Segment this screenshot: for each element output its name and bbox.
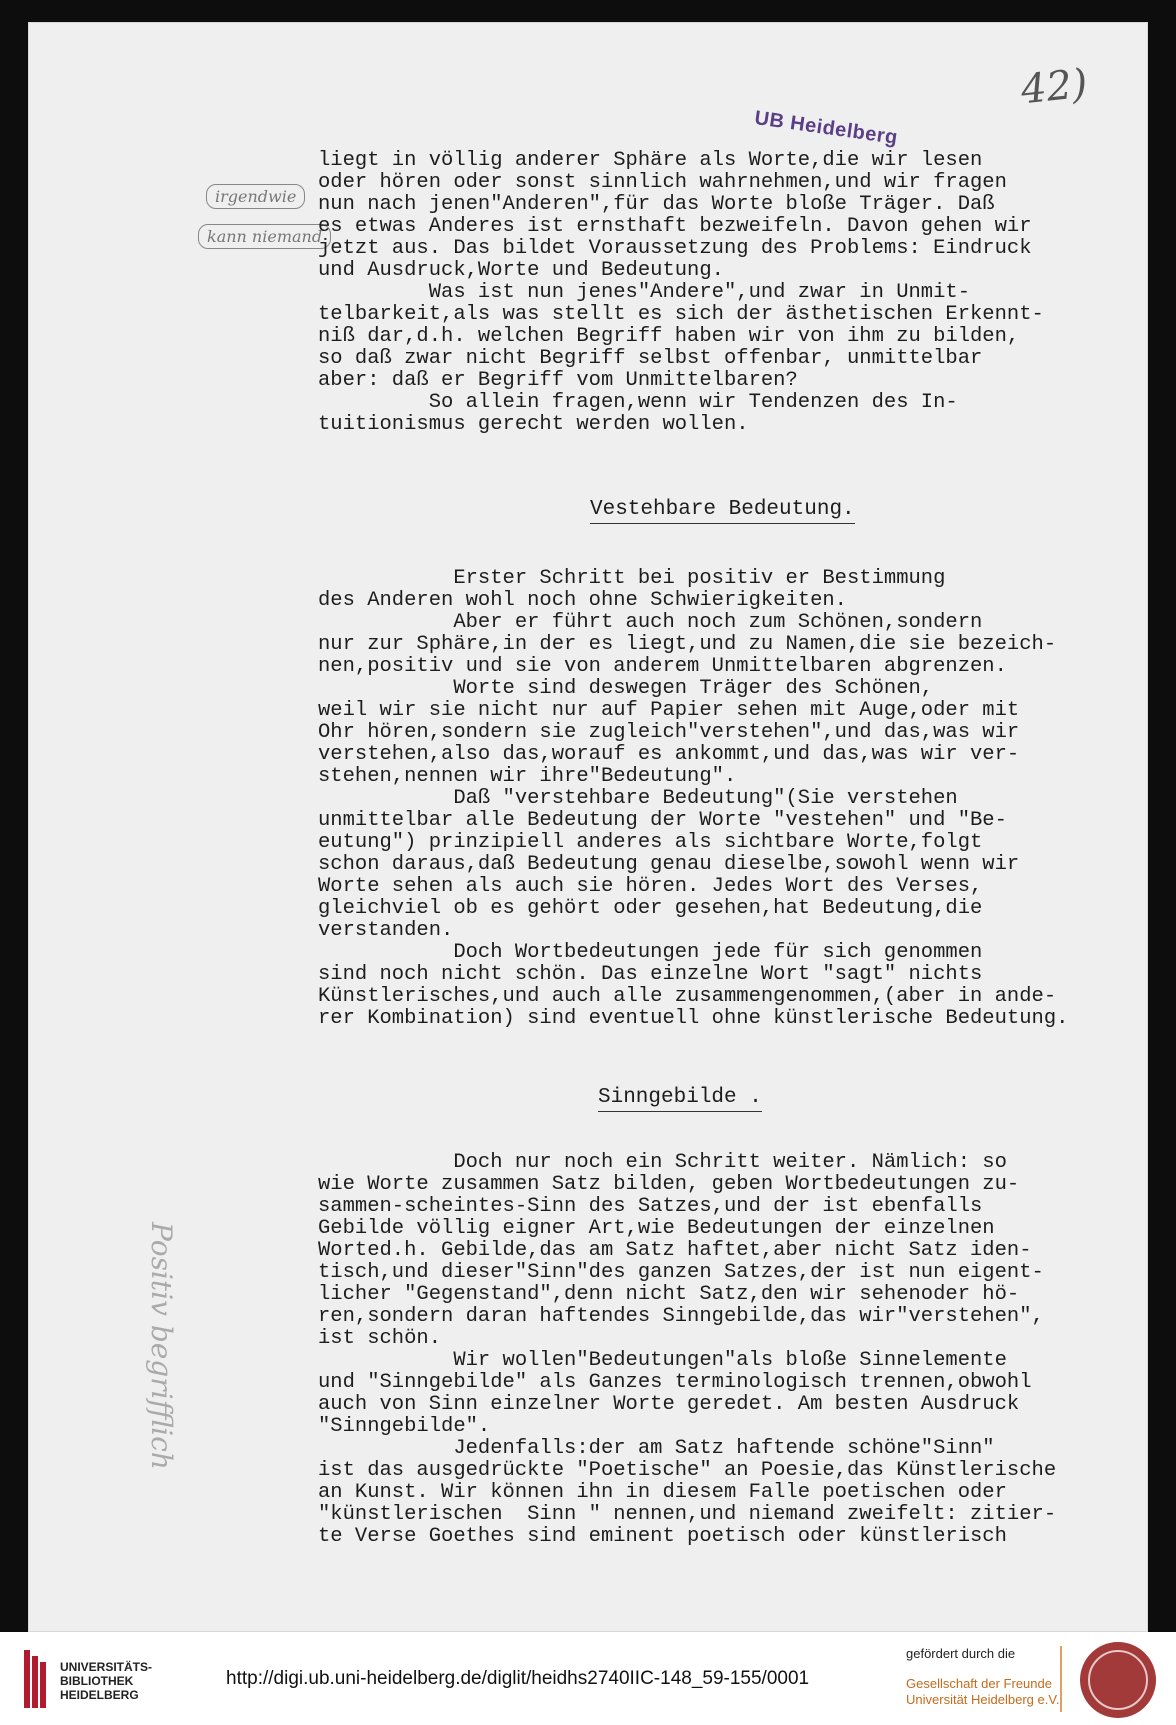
text-line: ist schön. <box>318 1327 442 1350</box>
text-line: Doch nur noch ein Schritt weiter. Nämlich: so <box>318 1151 1007 1174</box>
text-line: nun nach jenen"Anderen",für das Worte bloße Träger. Daß <box>318 193 995 216</box>
text-line: so daß zwar nicht Begriff selbst offenbar, unmittelbar <box>318 347 983 370</box>
text-line: Ohr hören,sondern sie zugleich"verstehen",und das,was wir <box>318 721 1020 744</box>
funded-by-label: gefördert durch die <box>906 1646 1016 1661</box>
university-seal-icon <box>1080 1642 1156 1718</box>
text-line: eutung") prinzipiell anderes als sichtbare Worte,folgt <box>318 831 983 854</box>
text-line: te Verse Goethes sind eminent poetisch oder künstlerisch <box>318 1525 1007 1548</box>
permalink-url[interactable]: http://digi.ub.uni-heidelberg.de/diglit/heidhs2740IIC-148_59-155/0001 <box>226 1668 810 1689</box>
text-line: So allein fragen,wenn wir Tendenzen des In- <box>318 391 958 414</box>
page-number: 42) <box>1019 60 1091 114</box>
text-line: Gebilde völlig eigner Art,wie Bedeutungen der einzelnen <box>318 1217 995 1240</box>
text-line: verstanden. <box>318 919 454 942</box>
margin-note-1: irgendwie <box>206 184 305 209</box>
text-line: Wir wollen"Bedeutungen"als bloße Sinnelemente <box>318 1349 1007 1372</box>
text-line: Aber er führt auch noch zum Schönen,sondern <box>318 611 983 634</box>
text-line: tuitionismus gerecht werden wollen. <box>318 413 749 436</box>
text-line: aber: daß er Begriff vom Unmittelbaren? <box>318 369 798 392</box>
text-line: auch von Sinn einzelner Worte geredet. Am besten Ausdruck <box>318 1393 1020 1416</box>
text-line: an Kunst. Wir können ihn in diesem Falle poetischen oder <box>318 1481 1007 1504</box>
text-line: oder hören oder sonst sinnlich wahrnehmen,und wir fragen <box>318 171 1007 194</box>
text-line: verstehen,also das,worauf es ankommt,und das,was wir ver- <box>318 743 1020 766</box>
text-line: telbarkeit,als was stellt es sich der ästhetischen Erkennt- <box>318 303 1044 326</box>
text-line: tisch,und dieser"Sinn"des ganzen Satzes,der ist nun eigent- <box>318 1261 1044 1284</box>
paragraph-1 <box>318 150 1078 436</box>
heading-sinngebilde: Sinngebilde . <box>598 1086 762 1112</box>
text-line: ren,sondern daran haftendes Sinngebilde,das wir"verstehen", <box>318 1305 1044 1328</box>
text-line: licher "Gegenstand",denn nicht Satz,den wir sehenoder hö- <box>318 1283 1020 1306</box>
text-line: Worte sehen als auch sie hören. Jedes Wort des Verses, <box>318 875 983 898</box>
text-line: schon daraus,daß Bedeutung genau dieselbe,sowohl wenn wir <box>318 853 1020 876</box>
text-line: Erster Schritt bei positiv er Bestimmung <box>318 567 946 590</box>
text-line: sind noch nicht schön. Das einzelne Wort "sagt" nichts <box>318 963 983 986</box>
text-line: Worte sind deswegen Träger des Schönen, <box>318 677 934 700</box>
text-line: Daß "verstehbare Bedeutung"(Sie verstehen <box>318 787 958 810</box>
text-line: weil wir sie nicht nur auf Papier sehen mit Auge,oder mit <box>318 699 1020 722</box>
text-line: Jedenfalls:der am Satz haftende schöne"Sinn" <box>318 1437 995 1460</box>
text-line: wie Worte zusammen Satz bilden, geben Wortbedeutungen zu- <box>318 1173 1020 1196</box>
text-line: jetzt aus. Das bildet Voraussetzung des Problems: Eindruck <box>318 237 1032 260</box>
footer-divider <box>1060 1646 1062 1712</box>
text-line: liegt in völlig anderer Sphäre als Worte,die wir lesen <box>318 149 983 172</box>
text-line: Worted.h. Gebilde,das am Satz haftet,aber nicht Satz iden- <box>318 1239 1032 1262</box>
text-line: des Anderen wohl noch ohne Schwierigkeiten. <box>318 589 847 612</box>
text-line: nur zur Sphäre,in der es liegt,und zu Namen,die sie bezeich- <box>318 633 1057 656</box>
footer-bar <box>0 1632 1176 1725</box>
heading-verstehbare-bedeutung: Vestehbare Bedeutung. <box>590 498 855 524</box>
paragraph-2 <box>318 568 1078 1030</box>
text-line: gleichviel ob es gehört oder gesehen,hat Bedeutung,die <box>318 897 983 920</box>
text-line: ist das ausgedrückte "Poetische" an Poesie,das Künstlerische <box>318 1459 1057 1482</box>
text-line: "künstlerischen Sinn " nennen,und niemand zweifelt: zitier- <box>318 1503 1057 1526</box>
text-line: Doch Wortbedeutungen jede für sich genommen <box>318 941 983 964</box>
library-name: UNIVERSITÄTS- BIBLIOTHEK HEIDELBERG <box>60 1660 153 1702</box>
text-line: Was ist nun jenes"Andere",und zwar in Unmit- <box>318 281 971 304</box>
text-line: es etwas Anderes ist ernsthaft bezweifeln. Davon gehen wir <box>318 215 1032 238</box>
library-stamp: UB Heidelberg <box>752 107 899 149</box>
text-line: rer Kombination) sind eventuell ohne künstlerische Bedeutung. <box>318 1007 1069 1030</box>
text-line: nen,positiv und sie von anderem Unmittelbaren abgrenzen. <box>318 655 1007 678</box>
margin-note-vertical: Positiv begrifflich <box>145 1222 178 1470</box>
society-name: Gesellschaft der Freunde Universität Heidelberg e.V. <box>906 1676 1060 1707</box>
text-line: stehen,nennen wir ihre"Bedeutung". <box>318 765 737 788</box>
document-page <box>28 22 1148 1632</box>
text-line: niß dar,d.h. welchen Begriff haben wir von ihm zu bilden, <box>318 325 1020 348</box>
text-line: Künstlerisches,und auch alle zusammengenommen,(aber in ande- <box>318 985 1057 1008</box>
text-line: sammen-scheintes-Sinn des Satzes,und der ist ebenfalls <box>318 1195 983 1218</box>
text-line: unmittelbar alle Bedeutung der Worte "vestehen" und "Be- <box>318 809 1007 832</box>
margin-note-2: kann niemand <box>198 224 331 249</box>
text-line: und Ausdruck,Worte und Bedeutung. <box>318 259 724 282</box>
ub-logo-icon <box>22 1648 48 1710</box>
text-line: und "Sinngebilde" als Ganzes terminologisch trennen,obwohl <box>318 1371 1032 1394</box>
text-line: "Sinngebilde". <box>318 1415 491 1438</box>
paragraph-3 <box>318 1152 1078 1548</box>
